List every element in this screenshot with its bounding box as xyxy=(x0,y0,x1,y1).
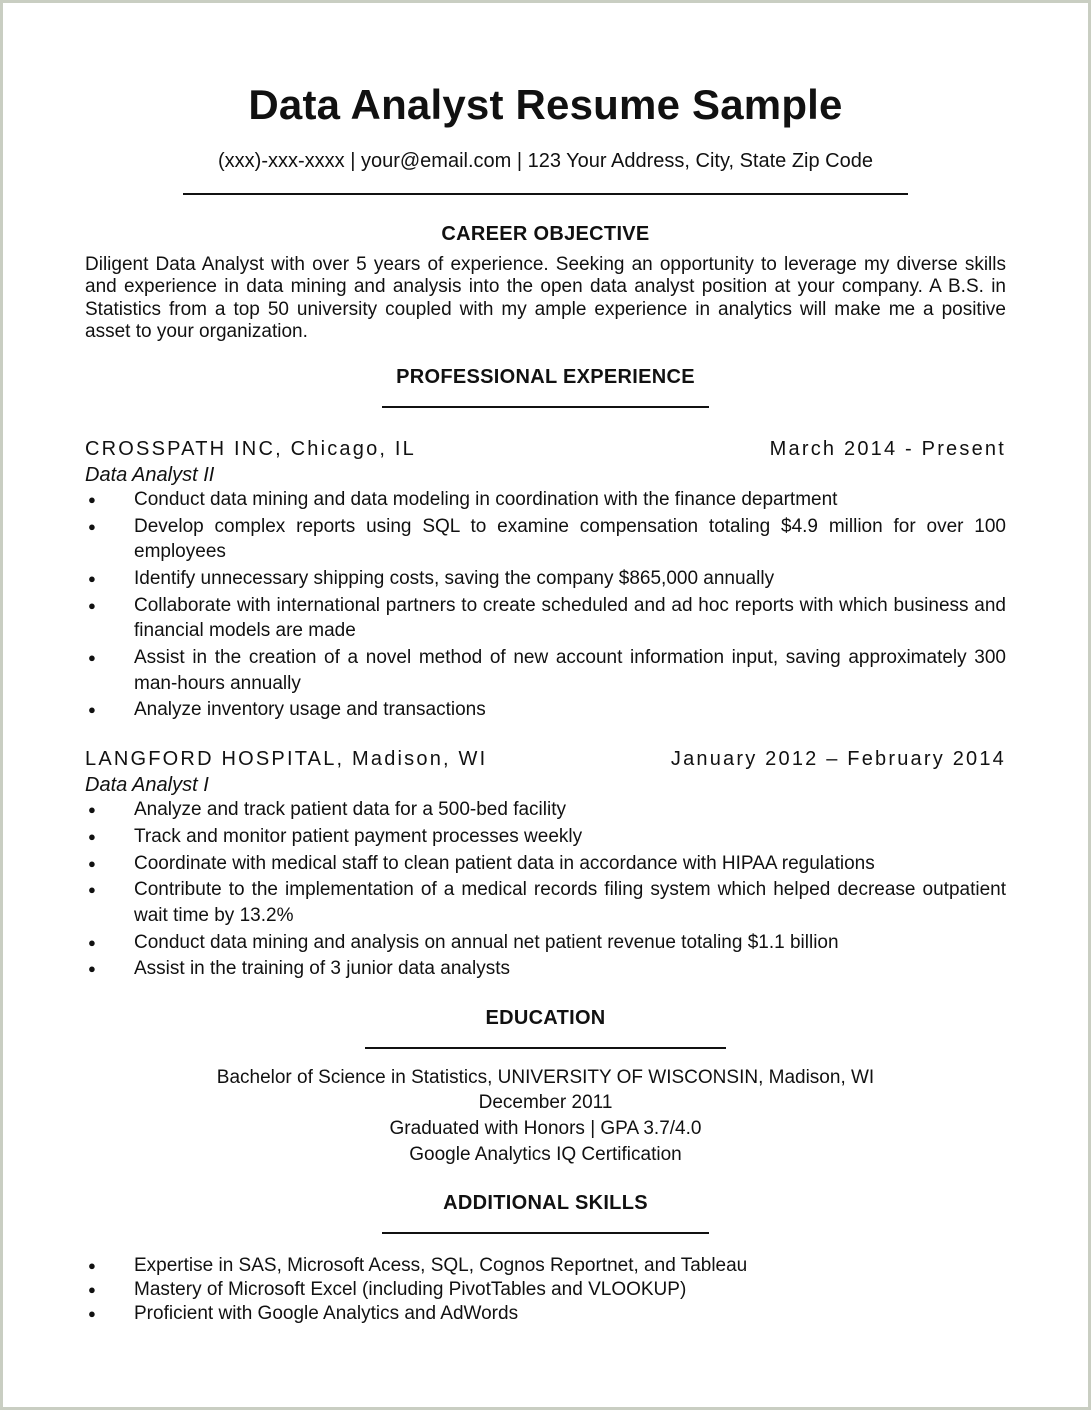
job-bullets xyxy=(85,797,1006,983)
job-header xyxy=(85,438,1006,461)
bullet-icon: ● xyxy=(88,961,96,977)
list-item: ● Conduct data mining and data modeling in coordination with the finance department xyxy=(85,487,1006,513)
list-item: ● Coordinate with medical staff to clean patient data in accordance with HIPAA regulations xyxy=(85,851,1006,877)
company-name: LANGFORD HOSPITAL, Madison, WI xyxy=(85,748,488,770)
bullet-icon: ● xyxy=(88,597,96,613)
job-dates: March 2014 - Present xyxy=(769,438,1006,460)
certification-line: Google Analytics IQ Certification xyxy=(409,1144,682,1165)
job-dates: January 2012 – February 2014 xyxy=(670,748,1006,770)
professional-experience-heading: PROFESSIONAL EXPERIENCE xyxy=(396,366,695,388)
list-item: ● Expertise in SAS, Microsoft Acess, SQL, Cognos Reportnet, and Tableau xyxy=(88,1255,748,1276)
skills-bullets xyxy=(85,1254,1006,1326)
honors-line: Graduated with Honors | GPA 3.7/4.0 xyxy=(389,1118,702,1139)
resume-name: Data Analyst Resume Sample xyxy=(248,81,843,128)
bullet-icon: ● xyxy=(88,1258,96,1273)
list-item: ● Analyze and track patient data for a 500-bed facility xyxy=(85,797,1006,823)
bullet-icon: ● xyxy=(88,1306,96,1321)
list-item: ● Mastery of Microsoft Excel (including PivotTables and VLOOKUP) xyxy=(88,1279,687,1300)
bullet-icon: ● xyxy=(88,882,96,898)
education-heading: EDUCATION xyxy=(485,1007,606,1029)
list-item: ● Contribute to the implementation of a medical records filing system which helped decrease outpatient wait time by 13.2% xyxy=(88,879,1006,926)
graduation-date: December 2011 xyxy=(478,1092,613,1113)
list-item: ● Proficient with Google Analytics and AdWords xyxy=(88,1303,519,1324)
bullet-icon: ● xyxy=(88,802,96,817)
job-role: Data Analyst I xyxy=(85,774,209,796)
bullet-icon: ● xyxy=(88,934,96,950)
list-item: ● Develop complex reports using SQL to examine compensation totaling $4.9 million for over 100 employees xyxy=(88,515,1006,563)
company-name: CROSSPATH INC, Chicago, IL xyxy=(85,438,416,460)
bullet-icon: ● xyxy=(88,518,96,534)
career-objective-text: Diligent Data Analyst with over 5 years of experience. Seeking an opportunity to leverage my diverse skills and experience in data mining and analysis into the open data analyst position at your company. A B.S. in Statistics from a top 50 university coupled with my ample experience in analytics will make me a positive asset to your organization. xyxy=(85,254,1006,343)
additional-skills-heading: ADDITIONAL SKILLS xyxy=(443,1192,648,1214)
experience-divider xyxy=(382,406,709,408)
bullet-icon: ● xyxy=(88,702,96,718)
bullet-icon: ● xyxy=(88,650,96,666)
list-item: ● Analyze inventory usage and transactions xyxy=(85,697,1006,723)
list-item: ● Assist in the training of 3 junior data analysts xyxy=(85,956,1006,982)
bullet-icon: ● xyxy=(88,571,96,587)
skills-divider xyxy=(382,1232,709,1234)
list-item: ● Conduct data mining and analysis on annual net patient revenue totaling $1.1 billion xyxy=(85,930,1006,956)
career-objective-heading: CAREER OBJECTIVE xyxy=(441,223,650,245)
job-role: Data Analyst II xyxy=(85,464,215,486)
job-header xyxy=(85,748,1006,771)
contact-info: (xxx)-xxx-xxxx | your@email.com | 123 Your Address, City, State Zip Code xyxy=(218,150,873,172)
degree-line: Bachelor of Science in Statistics, UNIVERSITY OF WISCONSIN, Madison, WI xyxy=(216,1067,875,1088)
list-item: ● Collaborate with international partners to create scheduled and ad hoc reports with which business and financial models are made xyxy=(88,594,1006,642)
list-item: ● Track and monitor patient payment processes weekly xyxy=(85,824,1006,850)
bullet-icon: ● xyxy=(88,1282,96,1297)
bullet-icon: ● xyxy=(88,828,96,844)
bullet-icon: ● xyxy=(88,492,96,507)
education-divider xyxy=(365,1047,726,1049)
list-item: ● Assist in the creation of a novel method of new account information input, saving approximately 300 man-hours annually xyxy=(88,647,1006,694)
bullet-icon: ● xyxy=(88,855,96,871)
header-divider xyxy=(183,193,908,195)
list-item: ● Identify unnecessary shipping costs, saving the company $865,000 annually xyxy=(85,566,1006,592)
job-bullets xyxy=(85,487,1006,724)
